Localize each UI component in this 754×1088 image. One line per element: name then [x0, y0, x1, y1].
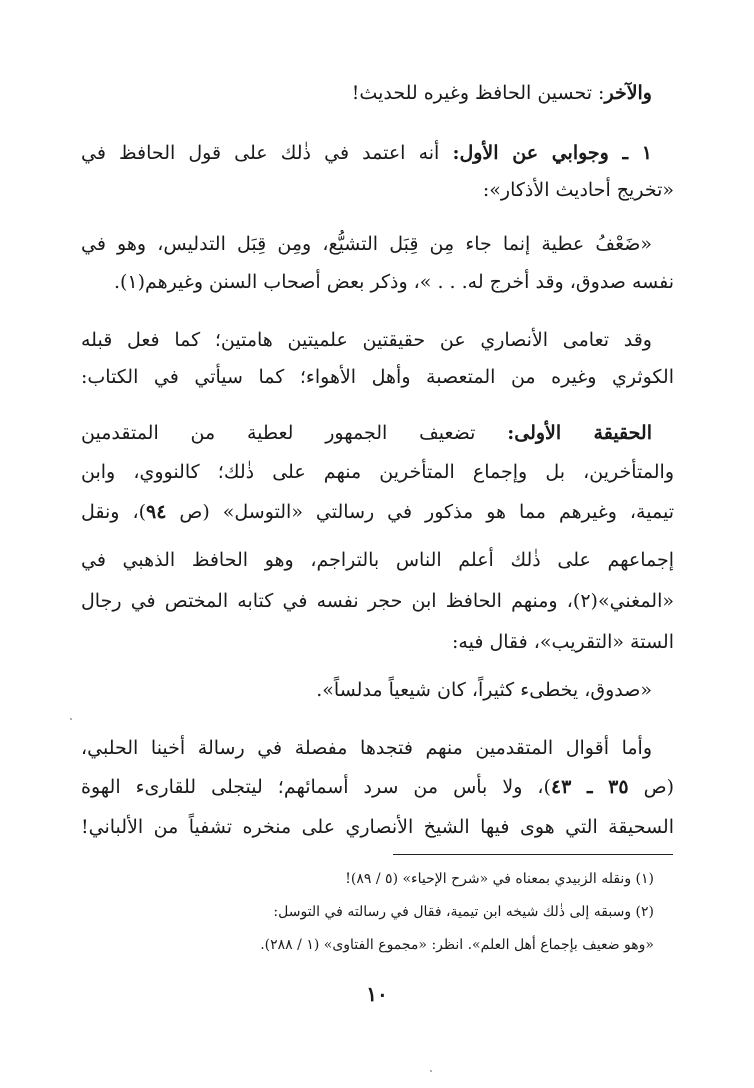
text-line-1 — [81, 78, 652, 112]
text-line-17-post: السحيقة التي هوى فيها الشيخ الأنصاري على منخره تشفياً من الألباني! — [81, 816, 674, 838]
text-line-3 — [81, 175, 674, 209]
text-line-10-post: )، ونقل — [81, 501, 146, 523]
text-line-7-post: الكوثري وغيره من المتعصبة وأهل الأهواء؛ كما سيأتي في الكتاب: — [81, 366, 674, 388]
text-line-5-post: نفسه صدوق، وقد أخرج له. . . »، وذكر بعض أصحاب السنن وغيرهم(١). — [113, 271, 674, 293]
text-line-2-bold: ١ ـ وجوابي عن الأول: — [452, 142, 652, 164]
text-line-12-post: «المغني»(٢)، ومنهم الحافظ ابن حجر نفسه في كتابه المختص في رجال — [81, 590, 674, 612]
text-line-1-post: : تحسين الحافظ وغيره للحديث! — [351, 82, 605, 104]
text-line-6 — [81, 325, 652, 359]
text-line-4-post: «ضَعْفُ عطية إنما جاء مِن قِبَل التشيُّع، ومِن قِبَل التدليس، وهو في — [81, 233, 652, 255]
scan-speck — [70, 718, 72, 720]
text-line-6-post: وقد تعامى الأنصاري عن حقيقتين علميتين هامتين؛ كما فعل قبله — [81, 329, 652, 351]
text-line-11-post: إجماعهم على ذٰلك أعلم الناس بالتراجم، وهو الحافظ الذهبي في — [81, 549, 674, 571]
text-line-16 — [81, 772, 674, 806]
text-line-10-bold: ٩٤ — [146, 501, 167, 523]
footnote-separator — [393, 854, 673, 855]
footnote-2-continuation: «وهو ضعيف بإجماع أهل العلم». انظر: «مجموع الفتاوى» (١ / ٢٨٨). — [260, 937, 654, 953]
text-line-16-pre: (ص — [628, 776, 674, 798]
text-line-13-post: الستة «التقريب»، فقال فيه: — [452, 631, 674, 653]
page-number: ١٠ — [366, 982, 388, 1006]
text-line-14 — [81, 675, 652, 709]
text-line-1-bold: والآخر — [604, 82, 652, 104]
text-line-9-post: والمتأخرين، بل وإجماع المتأخرين منهم على ذٰلك؛ كالنووي، وابن — [81, 461, 674, 483]
text-line-3-post: «تخريج أحاديث الأذكار»: — [482, 179, 674, 201]
footnote-1: (١) ونقله الزبيدي بمعناه في «شرح الإحياء» (٥ / ٨٩)! — [345, 871, 654, 887]
text-line-16-post: )، ولا بأس من سرد أسمائهم؛ ليتجلى للقارىء الهوة — [81, 776, 551, 798]
text-line-4 — [81, 229, 652, 263]
text-line-15 — [81, 733, 652, 767]
text-line-9 — [81, 457, 674, 491]
text-line-5 — [81, 267, 674, 301]
text-line-8 — [81, 418, 652, 452]
text-line-12 — [81, 586, 674, 620]
text-line-8-post: تضعيف الجمهور لعطية من المتقدمين — [81, 422, 508, 444]
text-line-17 — [81, 812, 674, 846]
text-line-2-post: أنه اعتمد في ذٰلك على قول الحافظ في — [81, 142, 453, 164]
text-line-7 — [81, 362, 674, 396]
text-line-16-bold: ٣٥ ـ ٤٣ — [550, 776, 629, 798]
text-line-8-bold: الحقيقة الأولى: — [507, 422, 652, 444]
text-line-14-post: «صدوق، يخطىء كثيراً، كان شيعياً مدلساً». — [316, 679, 652, 701]
scan-speck — [430, 1070, 432, 1072]
text-line-11 — [81, 545, 674, 579]
text-line-10 — [81, 497, 674, 531]
text-line-15-post: وأما أقوال المتقدمين منهم فتجدها مفصلة في رسالة أخينا الحلبي، — [81, 737, 652, 759]
text-line-10-pre: تيمية، وغيرهم مما هو مذكور في رسالتي «التوسل» (ص — [166, 501, 674, 523]
text-line-13 — [81, 627, 674, 661]
text-line-2 — [81, 138, 652, 172]
footnote-2: (٢) وسبقه إلى ذٰلك شيخه ابن تيمية، فقال في رسالته في التوسل: — [273, 904, 654, 920]
